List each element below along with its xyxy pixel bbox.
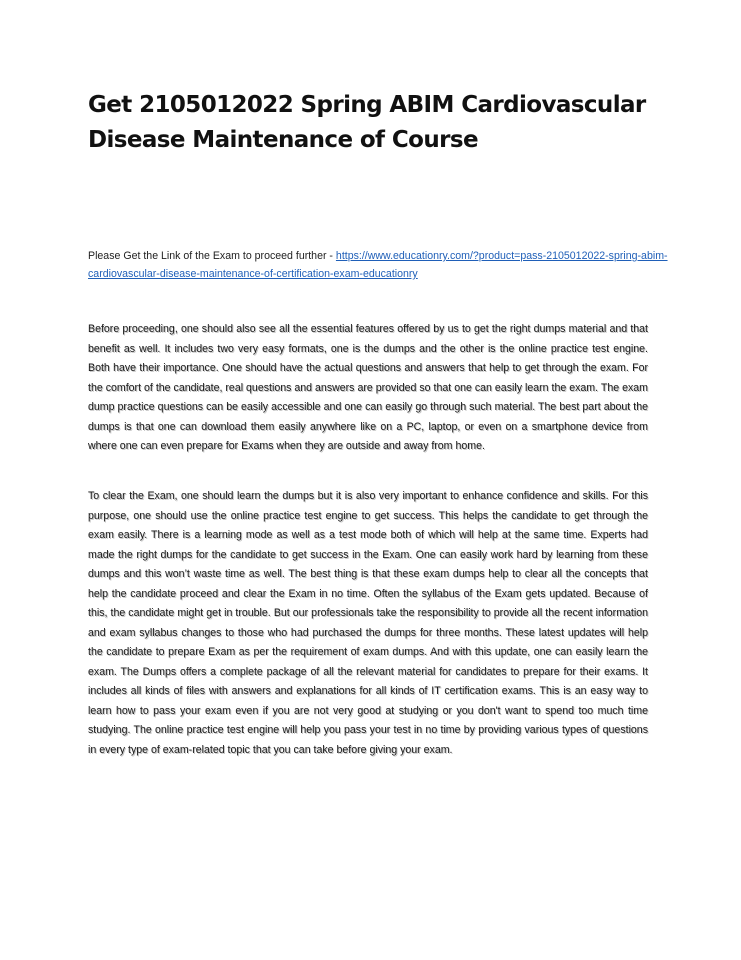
body-paragraph-2: To clear the Exam, one should learn the dumps but it is also very important to enhance confidence and skills. For this purpose, one should use the online practice test engine to get success. This helps the candidate to get through the exam easily. There is a learning mode as well as a test mode both of which will help at the same time. Experts had made the right dumps for the candidate to get success in the Exam. One can easily work hard by learning from these dumps and this won’t waste time as well. The best thing is that these exam dumps help to clear all the concepts that help the candidate proceed and clear the Exam in no time. Often the syllabus of the Exam gets updated. Because of this, the candidate might get in trouble. But our professionals take the responsibility to provide all the recent information and exam syllabus changes to those who had purchased the dumps for three months. These latest updates will help the candidate to prepare Exam as per the requirement of exam dumps. And with this update, one can easily learn the exam. The Dumps offers a complete package of all the relevant material for candidates to prepare for their exams. It includes all kinds of files with answers and explanations for all kinds of IT certification exams. This is an easy way to learn how to pass your exam even if you are not very good at studying or you don't want to spend too much time studying. The online practice test engine will help you pass your test in no time by providing various types of questions in every type of exam-related topic that you can take before giving your exam. xyxy=(88,490,648,756)
exam-link[interactable]: https://www.educationry.com/?product=pass-2105012022-spring-abim-cardiovascular-disease-maintenance-of-certification-exam-educationry xyxy=(88,250,668,280)
body-paragraph-1: Before proceeding, one should also see all the essential features offered by us to get the right dumps material and that benefit as well. It includes two very easy formats, one is the dumps and the other is the online practice test engine. Both have their importance. One should have the actual questions and answers that help to get through the exam. For the comfort of the candidate, real questions and answers are provided so that one can easily learn the exam. The exam dump practice questions can be easily accessible and one can easily go through such material. The best part about the dumps is that one can download them easily anywhere like on a PC, laptop, or even on a smartphone device from where one can even prepare for Exams when they are outside and away from home. xyxy=(88,323,648,452)
exam-link-line xyxy=(88,247,668,283)
link-prefix-text: Please Get the Link of the Exam to proceed further - xyxy=(88,250,336,262)
page-title: Get 2105012022 Spring ABIM Cardiovascular Disease Maintenance of Course xyxy=(88,92,646,153)
